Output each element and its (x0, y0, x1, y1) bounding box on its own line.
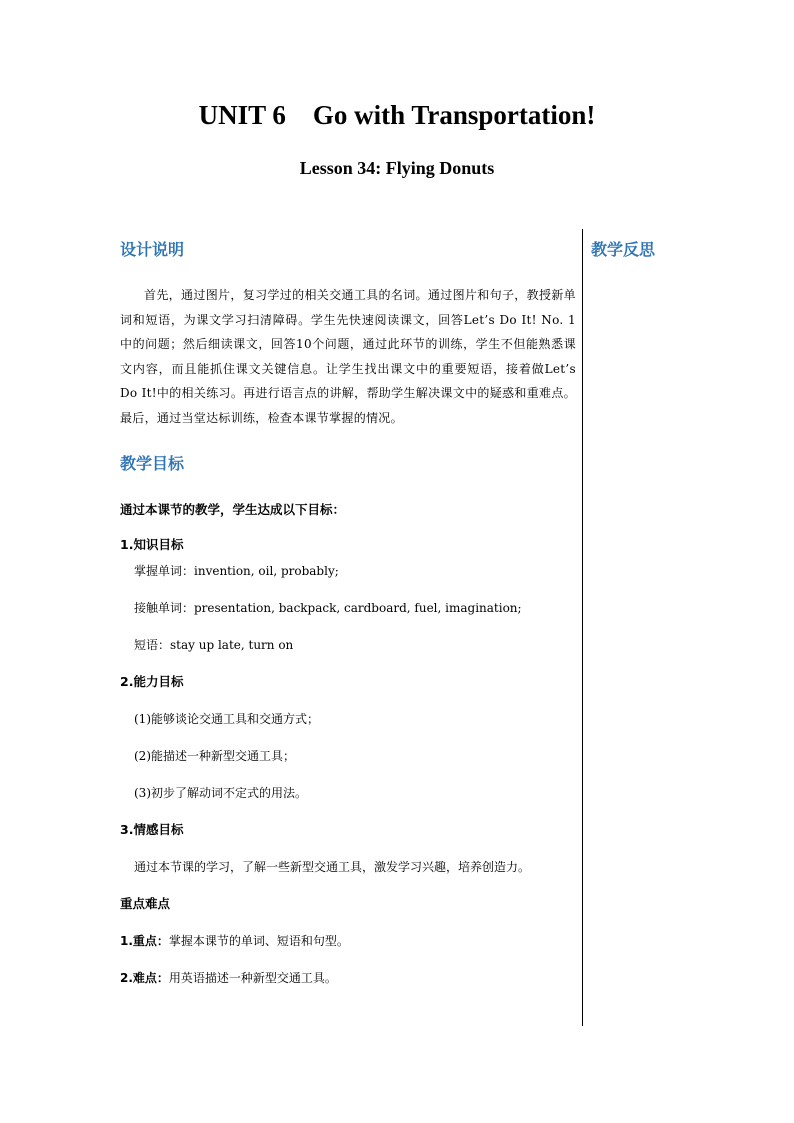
difficulty-label: 2.难点： (120, 971, 169, 985)
focus-line (120, 930, 576, 952)
reflection-column (591, 236, 771, 264)
knowledge-goals-heading: 1.知识目标 (120, 537, 184, 552)
design-notes-heading: 设计说明 (120, 240, 185, 259)
ability-goals-heading: 2.能力目标 (120, 674, 184, 689)
knowledge-item: 短语：stay up late, turn on (134, 638, 294, 652)
goals-lead: 通过本课节的教学，学生达成以下目标： (120, 502, 346, 517)
emotion-goals (120, 819, 576, 878)
difficulty-text: 用英语描述一种新型交通工具。 (168, 971, 337, 985)
main-column (120, 236, 576, 989)
ability-item: (2)能描述一种新型交通工具； (134, 749, 295, 763)
knowledge-item: 掌握单词：invention, oil, probably; (134, 564, 339, 578)
ability-item: (3)初步了解动词不定式的用法。 (134, 786, 307, 800)
emotion-text: 通过本节课的学习，了解一些新型交通工具，激发学习兴趣，培养创造力。 (134, 860, 531, 874)
ability-goals (120, 671, 576, 804)
emotion-goals-heading: 3.情感目标 (120, 822, 184, 837)
key-points-heading: 重点难点 (120, 896, 171, 911)
goals-heading: 教学目标 (120, 454, 185, 473)
page-title: UNIT 6 Go with Transportation! (198, 100, 596, 130)
reflection-heading: 教学反思 (591, 240, 656, 259)
page-subtitle: Lesson 34: Flying Donuts (299, 158, 495, 178)
design-notes-paragraph: 首先，通过图片，复习学过的相关交通工具的名词。通过图片和句子，教授新单词和短语，为课文学习扫清障碍。学生先快速阅读课文，回答Let’s Do It! No. 1 中的问题；然后细读课文，回答10个问题，通过此环节的训练，学生不但能熟悉课文内容，而且能抓住课文关键信息。让学生找出课文中的重要短语，接着做Let’s Do It!中的相关练习。再进行语言点的讲解，帮助学生解决课文中的疑惑和重难点。最后，通过当堂达标训练，检查本课节掌握的情况。 (120, 288, 576, 425)
column-divider (582, 229, 583, 1026)
focus-text: 掌握本课节的单词、短语和句型。 (168, 934, 349, 948)
ability-item: (1)能够谈论交通工具和交通方式； (134, 712, 319, 726)
knowledge-goals (120, 534, 576, 656)
difficulty-line (120, 967, 576, 989)
key-points (120, 893, 576, 989)
knowledge-item: 接触单词：presentation, backpack, cardboard, fuel, imagination; (134, 601, 522, 615)
focus-label: 1.重点： (120, 934, 169, 948)
